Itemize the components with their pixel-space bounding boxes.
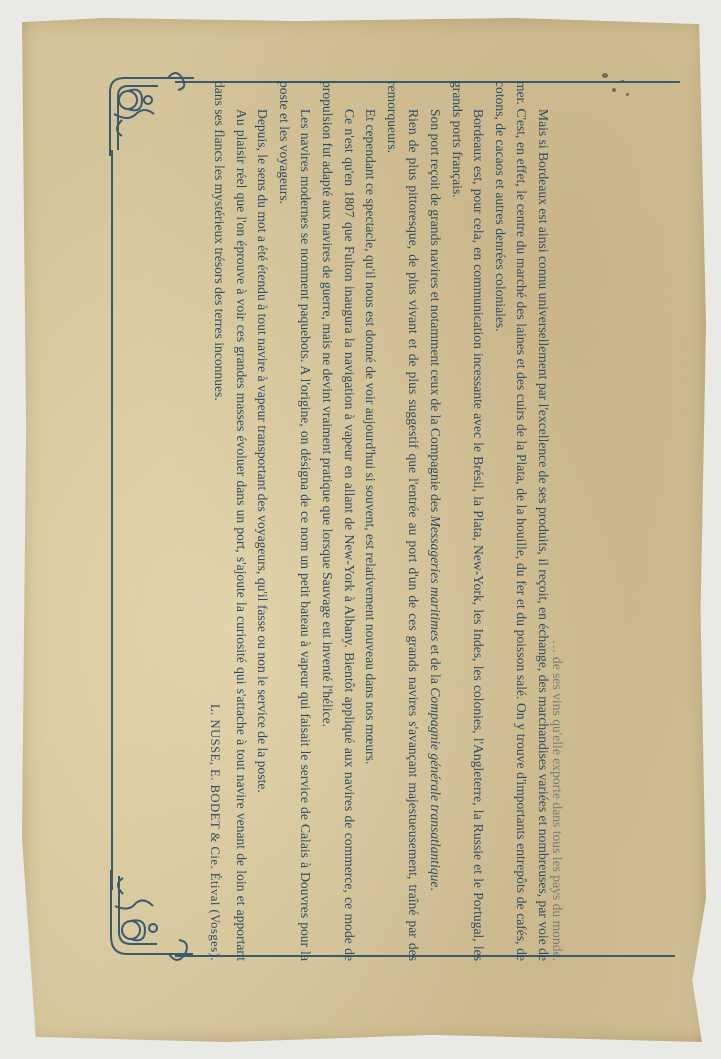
ink-speck: [626, 93, 629, 96]
printed-text-area: [172, 81, 565, 961]
company-name-italic: Messageries maritimes: [428, 515, 444, 642]
company-name-italic: Compagnie générale transatlantique: [428, 687, 444, 888]
paragraph: Rien de plus pittoresque, de plus vivant et de plus suggestif que l'entrée au port d'un de ces grands navires s'avançant majestueusement, traîné par des remorqueurs.: [384, 81, 422, 961]
paragraph: Les navires modernes se nomment paquebots. A l'origine, on désigna de ce nom un petit bateau à vapeur qui faisait le service de Calais à Douvres pour la poste et les voyageurs.: [276, 81, 314, 961]
paragraph: Depuis, le sens du mot a été étendu à tout navire à vapeur transportant des voyageurs, qu'il fasse ou non le service de la poste.: [255, 109, 271, 793]
paragraph-text: .: [428, 887, 444, 891]
paragraph-text: Son port reçoit de grands navires et notamment ceux de la Compagnie des: [428, 109, 444, 516]
paragraph: Ce n'est qu'en 1807 que Fulton inaugura la navigation à vapeur en allant de New-York à Albany. Bientôt appliqué aux navires de commerce, ce mode de propulsion fut adapté aux navires de guerre, mais ne devint vraiment pratique que lorsque Sauvage eut inventé l'hélice.: [320, 81, 357, 961]
frame-left-line: [111, 150, 113, 890]
cut-off-line: … de ses vins qu'elle exporte dans tous les pays du monde.: [550, 639, 565, 961]
printer-signature: L. NUSSE, E. BODET & Cie. Étival (Vosges).: [208, 703, 222, 961]
paragraph: Mais si Bordeaux est ainsi connu universellement par l'excellence de ses produits, il reçoit, en échange, des marchandises variées et nombreuses, par voie de mer. C'est, en effet, le centre du marché des laines et des cuirs de la Plata, de la houille, du fer et du poisson salé. On y trouve d'importants entrepôts de cafés, de cotons, de cacaos et autres denrées coloniales.: [492, 81, 551, 961]
paragraph: Bordeaux est, pour cela, en communication incessante avec le Brésil, la Plata, New-York, les Indes, les colonies, l'Angleterre, la Russie et le Portugal, les grands ports français.: [449, 81, 487, 961]
paragraph: Au plaisir réel que l'on éprouve à voir ces grandes masses évoluer dans un port, s'ajoute la curiosité qui s'attache à tout navire venant de loin et apportant dans ses flancs les mystérieux trésors des terres inconnues.: [212, 81, 249, 961]
article-body: [209, 81, 555, 961]
paragraph-text: et de la: [428, 641, 444, 688]
paragraph: Et cependant ce spectacle, qu'il nous est donné de voir aujourd'hui si souvent, est relativement nouveau dans nos mœurs.: [363, 109, 379, 765]
ink-speck: [602, 73, 608, 78]
paragraph: [424, 81, 446, 961]
ink-speck: [612, 88, 616, 92]
